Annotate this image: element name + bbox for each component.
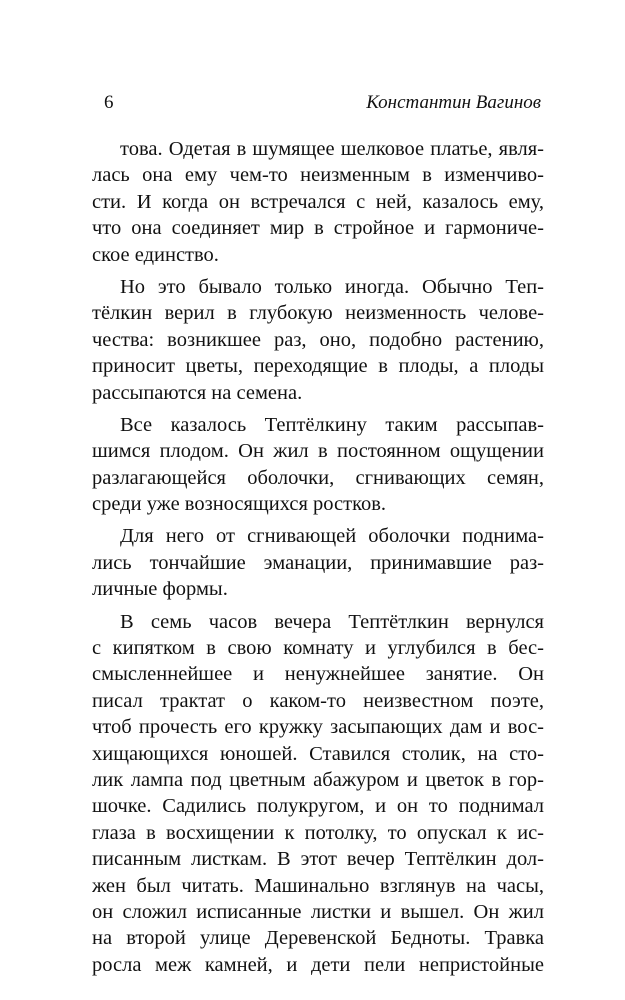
text-line: лись тончайшие эманации, принимавшие раз-: [92, 551, 544, 574]
text-line: Но это бывало только иногда. Обычно Теп-: [120, 275, 544, 298]
text-line: он сложил исписанные листки и вышел. Он жил: [92, 900, 544, 923]
text-line: това. Одетая в шумящее шелковое платье, явля-: [120, 138, 544, 160]
text-line: лась она ему чем-то неизменным в изменчиво-: [92, 164, 544, 187]
text-line: писанным листкам. В этот вечер Тептёлкин дол-: [92, 848, 544, 871]
paragraph: [92, 523, 544, 602]
text-line: с кипятком в свою комнату и углубился в бес-: [92, 637, 544, 660]
text-line: чества: возникшее раз, оно, подобно растению,: [92, 328, 544, 351]
text-line: приносит цветы, переходящие в плоды, а плоды: [92, 355, 544, 378]
text-line: чтоб прочесть его кружку засыпающих дам и вос-: [92, 716, 544, 739]
text-line: глаза в восхищении к потолку, то опускал к ис-: [92, 821, 544, 844]
text-line: писал трактат о каком-то неизвестном поэте,: [92, 689, 544, 712]
page-number: 6: [104, 92, 114, 113]
text-line: шочке. Садились полукругом, и он то поднимал: [92, 795, 544, 818]
text-line: тёлкин верил в глубокую неизменность челове-: [92, 302, 544, 325]
paragraph: [92, 412, 544, 518]
running-head-author: Константин Вагинов: [366, 92, 541, 113]
text-line: среди уже возносящихся ростков.: [92, 493, 387, 516]
text-line: лик лампа под цветным абажуром и цветок в гор-: [92, 768, 544, 791]
text-line: шимся плодом. Он жил в постоянном ощущении: [92, 440, 544, 463]
text-line: личные формы.: [92, 578, 228, 601]
text-line: рассыпаются на семена.: [92, 381, 303, 404]
text-line: хищающихся юношей. Ставился столик, на сто-: [92, 742, 544, 765]
text-line: ское единство.: [92, 243, 219, 266]
text-line: сти. И когда он встречался с ней, казалось ему,: [92, 190, 544, 213]
paragraph: [92, 274, 544, 406]
paragraph: [92, 609, 544, 978]
text-line: росла меж камней, и дети пели непристойные: [92, 953, 544, 976]
text-line: жен был читать. Машинально взглянув на часы,: [92, 874, 544, 897]
text-line: В семь часов вечера Тептётлкин вернулся: [120, 610, 544, 633]
body-text: [92, 136, 544, 984]
text-line: что она соединяет мир в стройное и гармониче-: [92, 217, 544, 240]
text-line: Для него от сгнивающей оболочки поднима-: [120, 525, 544, 548]
text-line: на второй улице Деревенской Бедноты. Травка: [92, 927, 544, 950]
text-line: смысленнейшее и ненужнейшее занятие. Он: [92, 663, 544, 686]
paragraph: [92, 136, 544, 268]
text-line: разлагающейся оболочки, сгнивающих семян,: [92, 466, 544, 489]
text-line: Все казалось Тептёлкину таким рассыпав-: [120, 413, 544, 436]
